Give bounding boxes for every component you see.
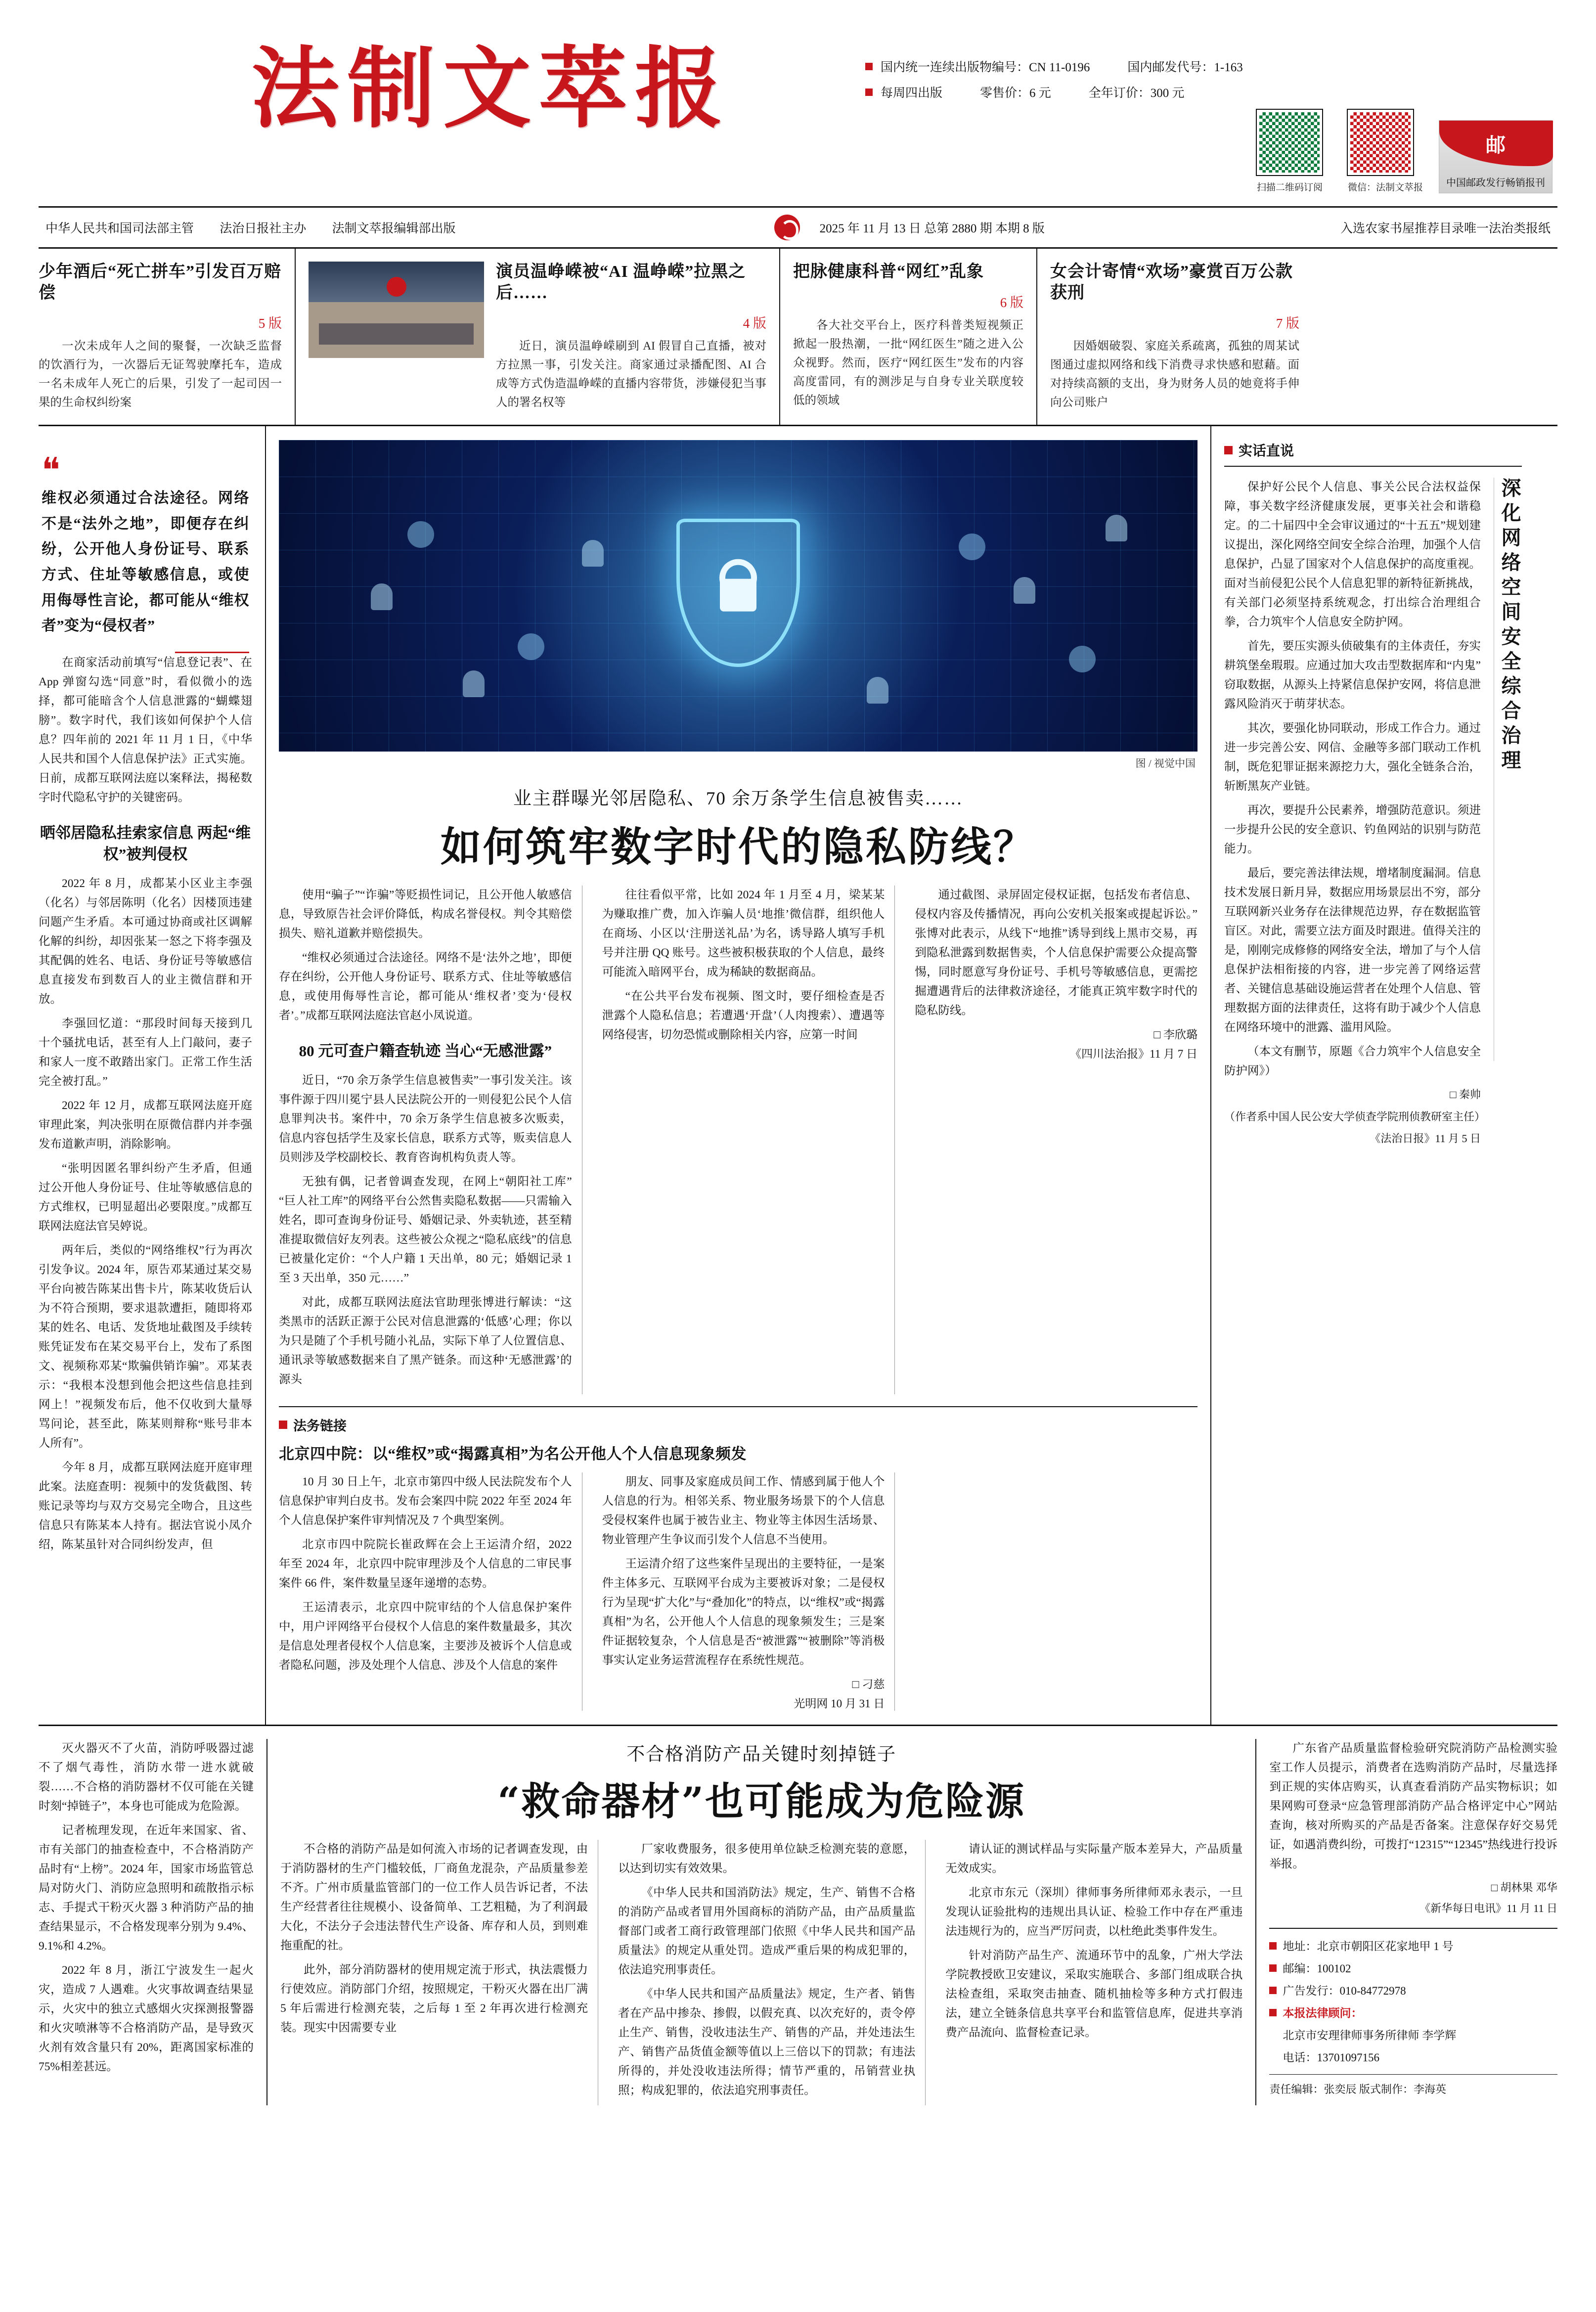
- address-text: 地址：北京市朝阳区花家地甲 1 号: [1283, 1940, 1454, 1953]
- qr-code-icon[interactable]: [1348, 110, 1413, 175]
- byline: □ 李欣璐: [1153, 1028, 1197, 1041]
- teaser-page: 4 版: [743, 316, 766, 331]
- center-subheading: 80 元可查户籍查轨迹 当心“无感泄露”: [299, 1042, 552, 1060]
- center-column-3: [894, 886, 1197, 1394]
- paragraph: 北京市东元（深圳）律师事务所律师邓永表示，一旦发现认证验批构的违规出具认证、检验工作中存在严重违法违规行为的，应当严厉问责，以杜绝此类事件发生。: [945, 1886, 1243, 1938]
- opinion-tag: [1224, 440, 1522, 467]
- bottom-article-columns: [280, 1840, 1242, 2105]
- pull-quote: [39, 450, 252, 653]
- paragraph: 不合格的消防产品是如何流入市场的记者调查发现，由于消防器材的生产门槛较低，厂商鱼龙混杂，产品质量参差不齐。广州市质量监管部门的一位工作人员告诉记者，不法生产经营者往往规模小、设备简单、工艺粗糙，为了利润最大化，不法分子会违法替代生产设备、库存和人员，到则难拖重配的社。: [280, 1842, 588, 1952]
- paragraph: 《中华人民共和国产品质量法》规定，生产者、销售者在产品中掺杂、掺假，以假充真、以次充好的，责令停止生产、销售，没收违法生产、销售的产品，并处违法生产、销售产品货值金额等值以上三倍以下的罚款；有违法所得的，并处没收违法所得；情节严重的，吊销营业执照；构成犯罪的，依法追究刑事责任。: [618, 1987, 916, 2097]
- teaser-text: 一次未成年人之间的聚餐，一次缺乏监督的饮酒行为，一次器后无证驾驶摩托车，造成一名未成年人死亡的后果，引发了一起司因一果的生命权纠纷案: [39, 340, 282, 409]
- hero-caption: 图 / 视觉中国: [1135, 757, 1196, 770]
- contact-line: [1269, 1981, 1557, 2001]
- paragraph: 往往看似平常，比如 2024 年 1 月至 4 月，梁某某为赚取推广费，加入诈骗人员‘地推’微信群，组织他人在商场、小区以‘注册送礼品’为名，诱导路人填写手机号并注册 QQ 账号。这些被积极获取的个人信息，最终可能流入暗网平台，成为稀缺的数据商品。: [602, 889, 885, 979]
- paragraph: 朋友、同事及家庭成员间工作、情感到属于他人个人信息的行为。相邻关系、物业服务场景下的个人信息受侵权案件也属于被告业主、物业等主体因生活场景、物业管理产生争议而引发个人信息不当使用。: [602, 1475, 885, 1546]
- source-line: 《四川法治报》11 月 7 日: [1070, 1048, 1197, 1061]
- center-column: [266, 426, 1210, 1724]
- bullet-square-icon: [279, 1421, 287, 1429]
- paragraph: 李强回忆道：“那段时间每天接到几十个骚扰电话，甚至有人上门敲问，妻子和家人一度不敢踏出家门。正常工作生活完全被打乱。”: [39, 1017, 252, 1088]
- masthead-left: [39, 37, 840, 140]
- qr-wechat[interactable]: [1348, 110, 1423, 193]
- post-logo-text: 中国邮政发行畅销报刊: [1446, 178, 1545, 188]
- paragraph: 2022 年 8 月，成都某小区业主李强（化名）与邻居陈明（化名）因楼顶违建问题产生矛盾。本可通过协商或社区调解化解的纠纷，却因张某一怒之下将李强及其配偶的姓名、电话、身份证号等敏感信息直接发布到数百人的业主微信群和开放。: [39, 877, 252, 1006]
- paragraph: 保护好公民个人信息、事关公民合法权益保障，事关数字经济健康发展，更事关社会和谐稳定。的二十届四中全会审议通过的“十五五”规划建议提出，深化网络空间安全综合治理，加强个人信息保护，凸显了国家对个人信息保护的高度重视。面对当前侵犯公民个人信息犯罪的新特征新挑战，有关部门必须坚持系统观念，打出综合治理组合拳，合力筑牢个人信息安全防护网。: [1224, 481, 1481, 629]
- paragraph: “张明因匿名罪纠纷产生矛盾，但通过公开他人身份证号、住址等敏感信息的方式维权，已明显超出必要限度。”成都互联网法庭法官吴婷说。: [39, 1161, 252, 1233]
- bottom-left-column: [39, 1739, 267, 2105]
- paragraph: 使用“骗子”“诈骗”等贬损性词记，且公开他人敏感信息，导致原告社会评价降低，构成名誉侵权。判令其赔偿损失、赔礼道歉并赔偿损失。: [279, 889, 572, 940]
- newspaper-title: 法制文萃报: [251, 37, 731, 140]
- publisher-text: 法制文萃报编辑部出版: [332, 222, 456, 235]
- source-line: 《法治日报》11 月 5 日: [1370, 1132, 1481, 1145]
- opinion-body: [1224, 478, 1486, 1148]
- pull-quote-text: 维权必须通过合法途径。网络不是“法外之地”，即便存在纠纷，公开他人身份证号、联系方式、住址等敏感信息，或使用侮辱性言论，都可能从“维权者”变为“侵权者”: [42, 490, 249, 634]
- teaser-text: 各大社交平台上，医疗科普类短视频正掀起一股热潮，一批“网红医生”随之进入公众视野。然而，医疗“网红医生”发布的内容高度雷同，有的测涉足与自身专业关联度较低的领域: [793, 318, 1023, 407]
- emblem-icon: [387, 277, 406, 297]
- bottom-center-column: [267, 1739, 1255, 2105]
- law-link-column-2: [582, 1472, 885, 1711]
- contact-line: [1269, 2048, 1557, 2067]
- contact-block: [1269, 1928, 1557, 2068]
- byline: □ 胡林果 邓华: [1491, 1881, 1557, 1894]
- paragraph: 对此，成都互联网法庭法官助理张博进行解读：“这类黑市的活跃正源于公民对信息泄露的‘低感’心理；你以为只是随了个手机号随小礼品，实际下单了人位置信息、通讯录等敏感数据来自了黑产链条。而这种‘无感泄露’的源头: [279, 1295, 572, 1386]
- price-text: 零售价：6 元: [980, 87, 1051, 100]
- center-column-2: [582, 886, 885, 1394]
- bottom-section: [39, 1726, 1557, 2105]
- source-line: 光明网 10 月 31 日: [794, 1697, 885, 1710]
- bullet-square-icon: [865, 63, 873, 70]
- qr-subscribe-caption: 扫描二维码订阅: [1257, 182, 1323, 193]
- law-link-column-3: [894, 1472, 1197, 1711]
- paragraph: 《中华人民共和国消防法》规定，生产、销售不合格的消防产品或者冒用外国商标的消防产品，由产品质量监督部门或者工商行政管理部门依照《中华人民共和国产品质量法》的规定从重处罚。造成严重后果的构成犯罪的，依法追究刑事责任。: [618, 1886, 916, 1976]
- paragraph: 其次，要强化协同联动，形成工作合力。通过进一步完善公安、网信、金融等多部门联动工作机制，既危犯罪证据来源挖力大，强化全链条合治，斩断黑灰产业链。: [1224, 722, 1481, 793]
- paragraph: 王运清介绍了这些案件呈现出的主要特征，一是案件主体多元、互联网平台成为主要被诉对象；二是侵权行为呈现“扩大化”与“叠加化”的特点，以“维权”或“揭露真相”为名，公开他人个人信息的现象频发生；三是案件证据较复杂，个人信息是否“被泄露”“被删除”等消极事实认定业务运营流程存在系统性规范。: [602, 1557, 885, 1667]
- paragraph: 记者梳理发现，在近年来国家、省、市有关部门的抽查检查中，不合格消防产品时有“上榜”。2024 年，国家市场监管总局对防火门、消防应急照明和疏散指示标志、手提式干粉灭火器 3 种消防产品的抽查结果显示，不合格发现率分别为 9.4%、9.1%和 4.2%。: [39, 1823, 254, 1953]
- paragraph: 此外，部分消防器材的使用规定流于形式，执法震慑力行使效应。消防部门介绍，按照规定，干粉灭火器在出厂满 5 年后需进行检测充装，之后每 1 至 2 年再次进行检测充装。现实中因需要专业: [280, 1963, 588, 2034]
- paragraph: “在公共平台发布视频、图文时，要仔细检查是否泄露个人隐私信息；若遭遇‘开盘’（人肉搜索）、遭遇等网络侵害，切勿恐慌或删除相关内容，应第一时间: [602, 990, 885, 1042]
- qr-wechat-caption: 微信：法制文萃报: [1348, 182, 1423, 193]
- publication-bar: [39, 206, 1557, 249]
- quote-mark-icon: ❝: [42, 450, 60, 491]
- author-affiliation: （作者系中国人民公安大学侦查学院刑侦教研室主任）: [1224, 1110, 1486, 1123]
- bottom-column-1: [280, 1840, 588, 2105]
- article-headline: 如何筑牢数字时代的隐私防线？: [440, 823, 1036, 871]
- post-mark-icon: 邮: [1486, 134, 1506, 156]
- teaser-title: 少年酒后“死亡拼车”引发百万赔偿: [39, 263, 281, 302]
- law-link-tag: [279, 1415, 1197, 1434]
- publication-info-row: [865, 83, 1557, 101]
- law-link-box: [279, 1406, 1197, 1711]
- law-link-columns: [279, 1472, 1197, 1711]
- paragraph: 10 月 30 日上午，北京市第四中级人民法院发布个人信息保护审判白皮书。发布会案四中院 2022 年至 2024 年个人信息保护案件审判情况及 7 个典型案例。: [279, 1475, 572, 1527]
- byline: □ 刁慈: [852, 1678, 885, 1690]
- teaser-item[interactable]: [780, 249, 1037, 425]
- left-article-body: [39, 653, 252, 807]
- phone-text[interactable]: 广告发行：010-84772978: [1283, 1984, 1406, 1997]
- paragraph: 最后，要完善法律法规，增堵制度漏洞。信息技术发展日新月异，数据应用场景层出不穷，部分互联网新兴业务存在法律规范边界，存在数据监管盲区。对此，需要立法方面及时跟进。值得关注的是，刚刚完成修修的网络安全法，增加了与个人信息保护法相衔接的内容，进一步完善了网络运营者、关键信息基础设施运营者在处理个人信息、管理数据方面的法律责任，这将有助于减少个人信息在网络环境中的泄露、滥用风险。: [1224, 867, 1481, 1034]
- paragraph: 再次，要提升公民素养，增强防范意识。须进一步提升公民的安全意识、钓鱼网站的识别与防范能力。: [1224, 804, 1481, 856]
- contact-line: [1269, 1959, 1557, 1978]
- byline: □ 秦帅: [1450, 1088, 1481, 1101]
- paragraph: 广东省产品质量监督检验研究院消防产品检测实验室工作人员提示，消费者在选购消防产品时，尽量选择到正规的实体店购买，认真查看消防产品实物标识；如果网购可登录“应急管理部消防产品合格评定中心”网站查询，核对所购买的产品是否备案。注意保存好交易凭证，如遇消费纠纷，可拨打“12315”“12345”热线进行投诉举报。: [1269, 1741, 1557, 1870]
- law-link-column-1: [279, 1472, 572, 1711]
- article-kicker: 业主群曝光邻居隐私、70 余万条学生信息被售卖……: [513, 789, 964, 809]
- left-column: [39, 426, 266, 1724]
- paragraph: “维权必须通过合法途径。网络不是‘法外之地’，即便存在纠纷，公开他人身份证号、联系方式、住址等敏感信息，或使用侮辱性言论，都可能从‘维权者’变为‘侵权者’。”成都互联网法庭法官赵小凤说道。: [279, 951, 572, 1023]
- bottom-headline: “救命器材”也可能成为危险源: [497, 1778, 1026, 1824]
- paragraph: 王运清表示，北京四中院审结的个人信息保护案件中，用户评网络平台侵权个人信息的案件数量最多，其次是信息处理者侵权个人信息案，主要涉及被诉个人信息或者隐私问题，涉及处理个人信息、涉及个人信息的案件: [279, 1601, 572, 1672]
- qr-code-area: [865, 110, 1557, 193]
- paragraph: 北京市四中院院长崔政辉在会上王运清介绍，2022 年至 2024 年，北京四中院审理涉及个人信息的二审民事案件 66 件，案件数量呈逐年递增的态势。: [279, 1538, 572, 1590]
- legal-advisor-name: 北京市安理律师事务所律师 李学辉: [1283, 2029, 1457, 2042]
- masthead-right: [865, 44, 1557, 193]
- bottom-column-2: [598, 1840, 915, 2105]
- teaser-page: 5 版: [258, 316, 282, 331]
- paragraph: 通过截图、录屏固定侵权证据，包括发布者信息、侵权内容及传播情况，再向公安机关报案或提起诉讼。”张博对此表示，从线下“地推”诱导到线上黑市交易，再到隐私泄露到数据售卖，个人信息保护需要公众提高警惕，同时愿意写身份证号、手机号等敏感信息，更需挖掘遭遇背后的法律救济途径，才能真正筑牢数字时代的隐私防线。: [915, 889, 1197, 1018]
- teaser-title: 演员温峥嵘被“AI 温峥嵘”拉黑之后……: [496, 263, 746, 302]
- issue-info: [774, 215, 1045, 240]
- paragraph: 针对消防产品生产、流通环节中的乱象，广州大学法学院教授欧卫安建议，采取实施联合、多部门组成联合执法检查组，采取突击抽查、随机抽检等多种方式打假违法，建立全链条信息共享平台和监管信息库，促进共享消费产品流向、监督检查记录。: [945, 1949, 1243, 2039]
- main-section: [39, 426, 1557, 1726]
- left-subheading: 晒邻居隐私挂索家信息 两起“维权”被判侵权: [40, 824, 251, 863]
- bullet-square-icon: [1269, 1942, 1277, 1950]
- bullet-square-icon: [1269, 1964, 1277, 1972]
- source-line: 《新华每日电讯》11 月 11 日: [1419, 1902, 1557, 1915]
- bottom-kicker: 不合格消防产品关键时刻掉链子: [626, 1744, 897, 1765]
- paragraph: （本文有删节，原题《合力筑牢个人信息安全防护网》）: [1224, 1045, 1481, 1078]
- bottom-column-3: [925, 1840, 1242, 2105]
- teaser-text: 近日，演员温峥嵘刷到 AI 假冒自己直播，被对方拉黑一事，引发关注。商家通过录播配图、AI 合成等方式伪造温峥嵘的直播内容带货，涉嫌侵犯当事人的署名权等: [496, 340, 766, 409]
- teaser-title: 女会计寄情“欢场”豪赏百万公款获刑: [1050, 263, 1293, 302]
- subscription-price-text: 全年订价：300 元: [1088, 87, 1185, 100]
- paragraph: 2022 年 8 月，浙江宁波发生一起火灾，造成 7 人遇难。火灾事故调查结果显示，火灾中的独立式感烟火灾探测报警器和火灾喷淋等不合格消防产品，是导致灭火剂有效含量只有 20%，距离国家标准的 75%相差甚远。: [39, 1963, 254, 2073]
- publication-info-row: [865, 57, 1557, 75]
- paragraph: 无独有偶，记者曾调查发现，在网上“朝阳社工库”“巨人社工库”的网络平台公然售卖隐私数据——只需输入姓名，即可查询身份证号、婚姻记录、外卖轨迹，甚至精准提取微信好友列表。这些被公众视之“隐私底线”的信息已被量化定价：“个人户籍 1 天出单，80 元；婚姻记录 1 至 3 天出单，350 元……”: [279, 1175, 572, 1285]
- teaser-title: 把脉健康科普“网红”乱象: [793, 263, 984, 281]
- sponsor-text: 法治日报社主办: [220, 222, 307, 235]
- paragraph: 今年 8 月，成都互联网法庭开庭审理此案。法庭查明：视频中的发货截图、转账记录等均与双方交易完全吻合，且这些信息只有陈某本人持有。据法官说小凤介绍，陈某虽针对合同纠纷发声，但: [39, 1461, 252, 1551]
- issn-text: 国内统一连续出版物编号：CN 11-0196: [881, 61, 1090, 74]
- publisher-info: [45, 219, 479, 236]
- bullet-square-icon: [1224, 446, 1233, 454]
- credits-line: 责任编辑：张奕辰 版式制作：李海英: [1269, 2074, 1557, 2099]
- teaser-item[interactable]: [39, 249, 296, 425]
- contact-line: [1269, 1937, 1557, 1956]
- center-column-1: [279, 886, 572, 1394]
- bottom-right-column: [1255, 1739, 1557, 2105]
- paragraph: 在商家活动前填写“信息登记表”、在 App 弹窗勾选“同意”时，看似微小的选择，都可能暗含个人信息泄露的“蝴蝶翅膀”。数字时代，我们该如何保护个人信息？四年前的 2021 年 11 月 1 日，《中华人民共和国个人信息保护法》正式实施。日前，成都互联网法庭以案释法，揭秘数字时代隐私守护的关键密码。: [39, 656, 252, 804]
- contact-line: [1269, 2026, 1557, 2045]
- opinion-tag-label: 实话直说: [1239, 444, 1294, 459]
- law-link-headline: 北京四中院：以“维权”或“揭露真相”为名公开他人个人信息现象频发: [279, 1445, 747, 1463]
- bullet-square-icon: [865, 89, 873, 96]
- masthead: [39, 26, 1557, 193]
- award-text: 入选农家书屋推荐目录唯一法治类报纸: [1340, 222, 1551, 235]
- right-column: [1210, 426, 1522, 1724]
- paragraph: 2022 年 12 月，成都互联网法庭开庭审理此案，判决张明在原微信群内并李强发布道歉声明，消除影响。: [39, 1099, 252, 1151]
- publication-info: [865, 57, 1557, 101]
- contact-line: [1269, 2003, 1557, 2023]
- qr-code-icon[interactable]: [1257, 110, 1322, 175]
- paragraph: 请认证的测试样品与实际量产版本差异大，产品质量无效成实。: [945, 1842, 1243, 1875]
- frequency-text: 每周四出版: [881, 87, 943, 100]
- supervisor-text: 中华人民共和国司法部主管: [45, 222, 194, 235]
- bullet-square-icon: [1269, 1987, 1277, 1994]
- legal-advisor-phone[interactable]: 电话：13701097156: [1283, 2051, 1379, 2064]
- paragraph: 两年后，类似的“网络维权”行为再次引发争议。2024 年，原告邓某通过某交易平台向被告陈某出售卡片，陈某收货后认为不符合预期，要求退款遭拒，随即将邓某的姓名、电话、发货地址截图及手续转账凭证发布在某交易平台上，发布了系图文、视频称邓某“欺骗供销诈骗”。邓某表示：“我根本没想到他会把这些信息挂到网上！”视频发布后，他不仅收到大量辱骂问论，甚至此，陈某则辩称“账号非本人所有”。: [39, 1244, 252, 1450]
- bullet-square-icon: [1269, 2009, 1277, 2016]
- law-link-tag-label: 法务链接: [293, 1418, 347, 1433]
- teaser-page: 6 版: [1000, 295, 1023, 310]
- post-distribution-logo: [1439, 120, 1552, 193]
- issue-date-text: 2025 年 11 月 13 日 总第 2880 期 本期 8 版: [819, 222, 1045, 235]
- paragraph: 厂家收费服务，很多使用单位缺乏检测充装的意愿，以达到切实有效效果。: [618, 1842, 916, 1875]
- opinion-vertical-title: 深化网络空间安全综合治理: [1494, 478, 1522, 1061]
- qr-subscribe[interactable]: [1257, 110, 1322, 193]
- zipcode-text: 邮编：100102: [1283, 1962, 1351, 1975]
- hero-image: [279, 440, 1197, 752]
- paragraph: 灭火器灭不了火苗，消防呼吸器过滤不了烟气毒性，消防水带一进水就破裂……不合格的消防器材不仅可能在关键时刻“掉链子”，本身也可能成为危险源。: [39, 1741, 254, 1813]
- teaser-item[interactable]: [296, 249, 780, 425]
- center-article-columns: [279, 886, 1197, 1394]
- postal-code-text: 国内邮发代号：1-163: [1127, 61, 1243, 74]
- teaser-text: 因婚姻破裂、家庭关系疏离，孤独的周某试图通过虚拟网络和线下消费寻求快感和慰藉。面对持续高额的支出，身为财务人员的她竟将手伸向公司账户: [1050, 340, 1299, 409]
- paragraph: 首先，要压实源头侦破集有的主体责任，夯实耕筑堡垒瑕瑕。应通过加大攻击型数据库和“内鬼”窃取数据，从源头上持紧信息保护安网，将信息泄露风险消灭于萌芽状态。: [1224, 640, 1481, 711]
- quote-divider: [175, 652, 249, 653]
- paper-logo-icon: [774, 215, 800, 240]
- lock-icon: [720, 579, 756, 612]
- teaser-photo: [309, 262, 484, 358]
- teaser-strip: [39, 249, 1557, 426]
- paragraph: 近日，“70 余万条学生信息被售卖”一事引发关注。该事件源于四川冕宁县人民法院公开的一则侵犯公民个人信息罪判决书。案件中，70 余万条学生信息被多次贩卖，信息内容包括学生及家长信息，联系方式等，贩卖信息人员则涉及学校副校长、教育咨询机构负责人等。: [279, 1073, 572, 1164]
- teaser-item[interactable]: [1037, 249, 1299, 425]
- teaser-page: 7 版: [1276, 316, 1299, 331]
- legal-advisor-label: 本报法律顾问：: [1283, 2006, 1363, 2019]
- left-article-body-2: [39, 874, 252, 1555]
- photo-bench: [319, 323, 473, 345]
